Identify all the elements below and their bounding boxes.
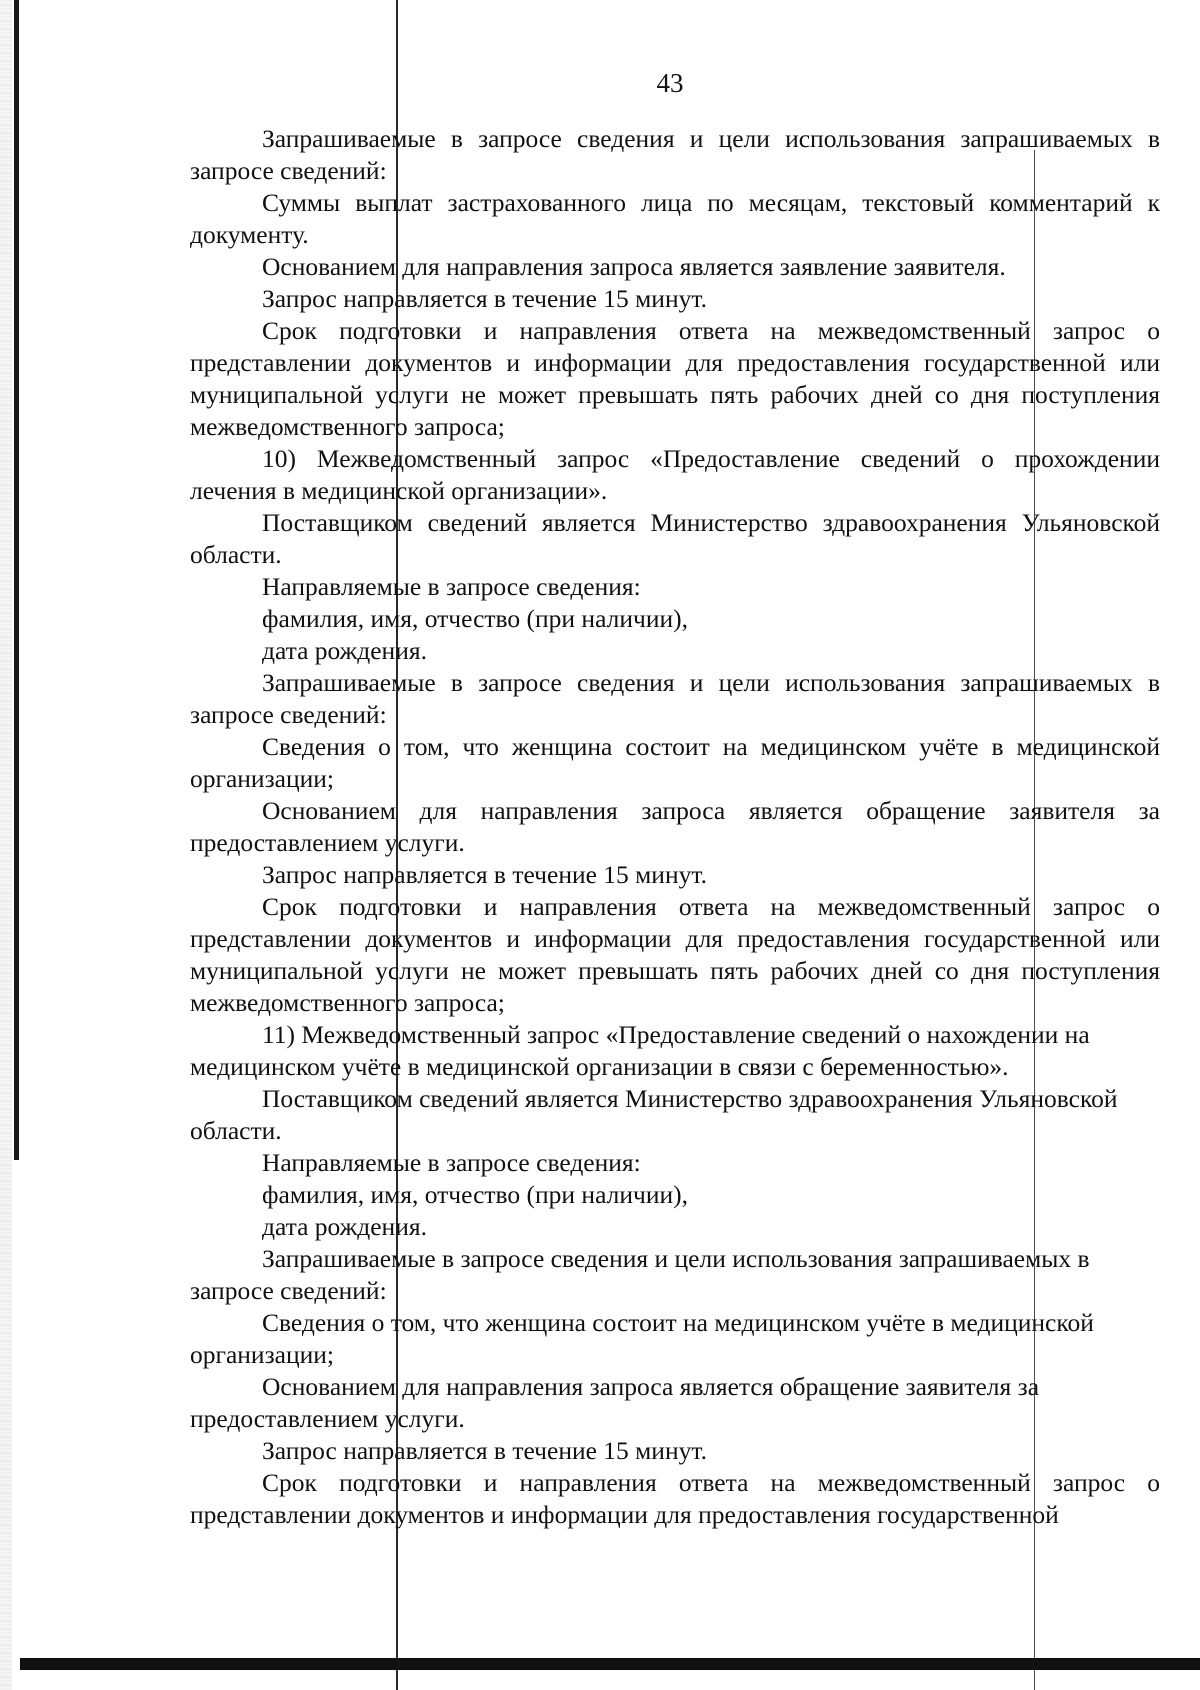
paragraph: Запрос направляется в течение 15 минут.: [262, 860, 707, 889]
paragraph: Сведения о том, что женщина состоит на медицинском учёте в медицинской организации;: [190, 1308, 1094, 1369]
paragraph: Срок подготовки и направления ответа на межведомственный запрос о представлении документов и информации для предоставления государственной или муниципальной услуги не может превышать пять рабочих дней со дня поступления межведомственного запроса;: [190, 316, 1160, 441]
paragraph: Сведения о том, что женщина состоит на медицинском учёте в медицинской организации;: [190, 732, 1160, 793]
paragraph: Поставщиком сведений является Министерство здравоохранения Ульяновской области.: [190, 508, 1160, 569]
paragraph: Запрашиваемые в запросе сведения и цели использования запрашиваемых в запросе сведений:: [190, 124, 1160, 185]
paragraph: Запрос направляется в течение 15 минут.: [262, 284, 707, 313]
paragraph: дата рождения.: [262, 636, 427, 665]
paragraph: Направляемые в запросе сведения:: [262, 1148, 641, 1177]
paragraph: фамилия, имя, отчество (при наличии),: [262, 1180, 688, 1209]
scan-bottom-border: [20, 1658, 1200, 1670]
paragraph: Суммы выплат застрахованного лица по месяцам, текстовый комментарий к документу.: [190, 188, 1160, 249]
paragraph: Запрашиваемые в запросе сведения и цели использования запрашиваемых в запросе сведений:: [190, 1244, 1090, 1305]
paragraph: 10) Межведомственный запрос «Предоставление сведений о прохождении лечения в медицинской организации».: [190, 444, 1160, 505]
paragraph: фамилия, имя, отчество (при наличии),: [262, 604, 688, 633]
paragraph: дата рождения.: [262, 1212, 427, 1241]
paragraph: Запрашиваемые в запросе сведения и цели использования запрашиваемых в запросе сведений:: [190, 668, 1160, 729]
paragraph: Основанием для направления запроса является заявление заявителя.: [262, 252, 1006, 281]
document-body: [190, 123, 1160, 1531]
paragraph: 11) Межведомственный запрос «Предоставление сведений о нахождении на медицинском учёте в медицинской организации в связи с беременностью».: [190, 1020, 1090, 1081]
paragraph: Запрос направляется в течение 15 минут.: [262, 1436, 707, 1465]
paragraph: Срок подготовки и направления ответа на межведомственный запрос о представлении документов и информации для предоставления государственной: [190, 1468, 1160, 1529]
paragraph: Срок подготовки и направления ответа на межведомственный запрос о представлении документов и информации для предоставления государственной или муниципальной услуги не может превышать пять рабочих дней со дня поступления межведомственного запроса;: [190, 892, 1160, 1017]
scan-left-border: [14, 0, 19, 1160]
paragraph: Основанием для направления запроса является обращение заявителя за предоставлением услуги.: [190, 796, 1160, 857]
paragraph: Направляемые в запросе сведения:: [262, 572, 641, 601]
scan-edge-noise: [0, 0, 12, 1690]
page-number: 43: [656, 68, 684, 98]
paragraph: Поставщиком сведений является Министерство здравоохранения Ульяновской области.: [190, 1084, 1118, 1145]
paragraph: Основанием для направления запроса является обращение заявителя за предоставлением услуги.: [190, 1372, 1040, 1433]
